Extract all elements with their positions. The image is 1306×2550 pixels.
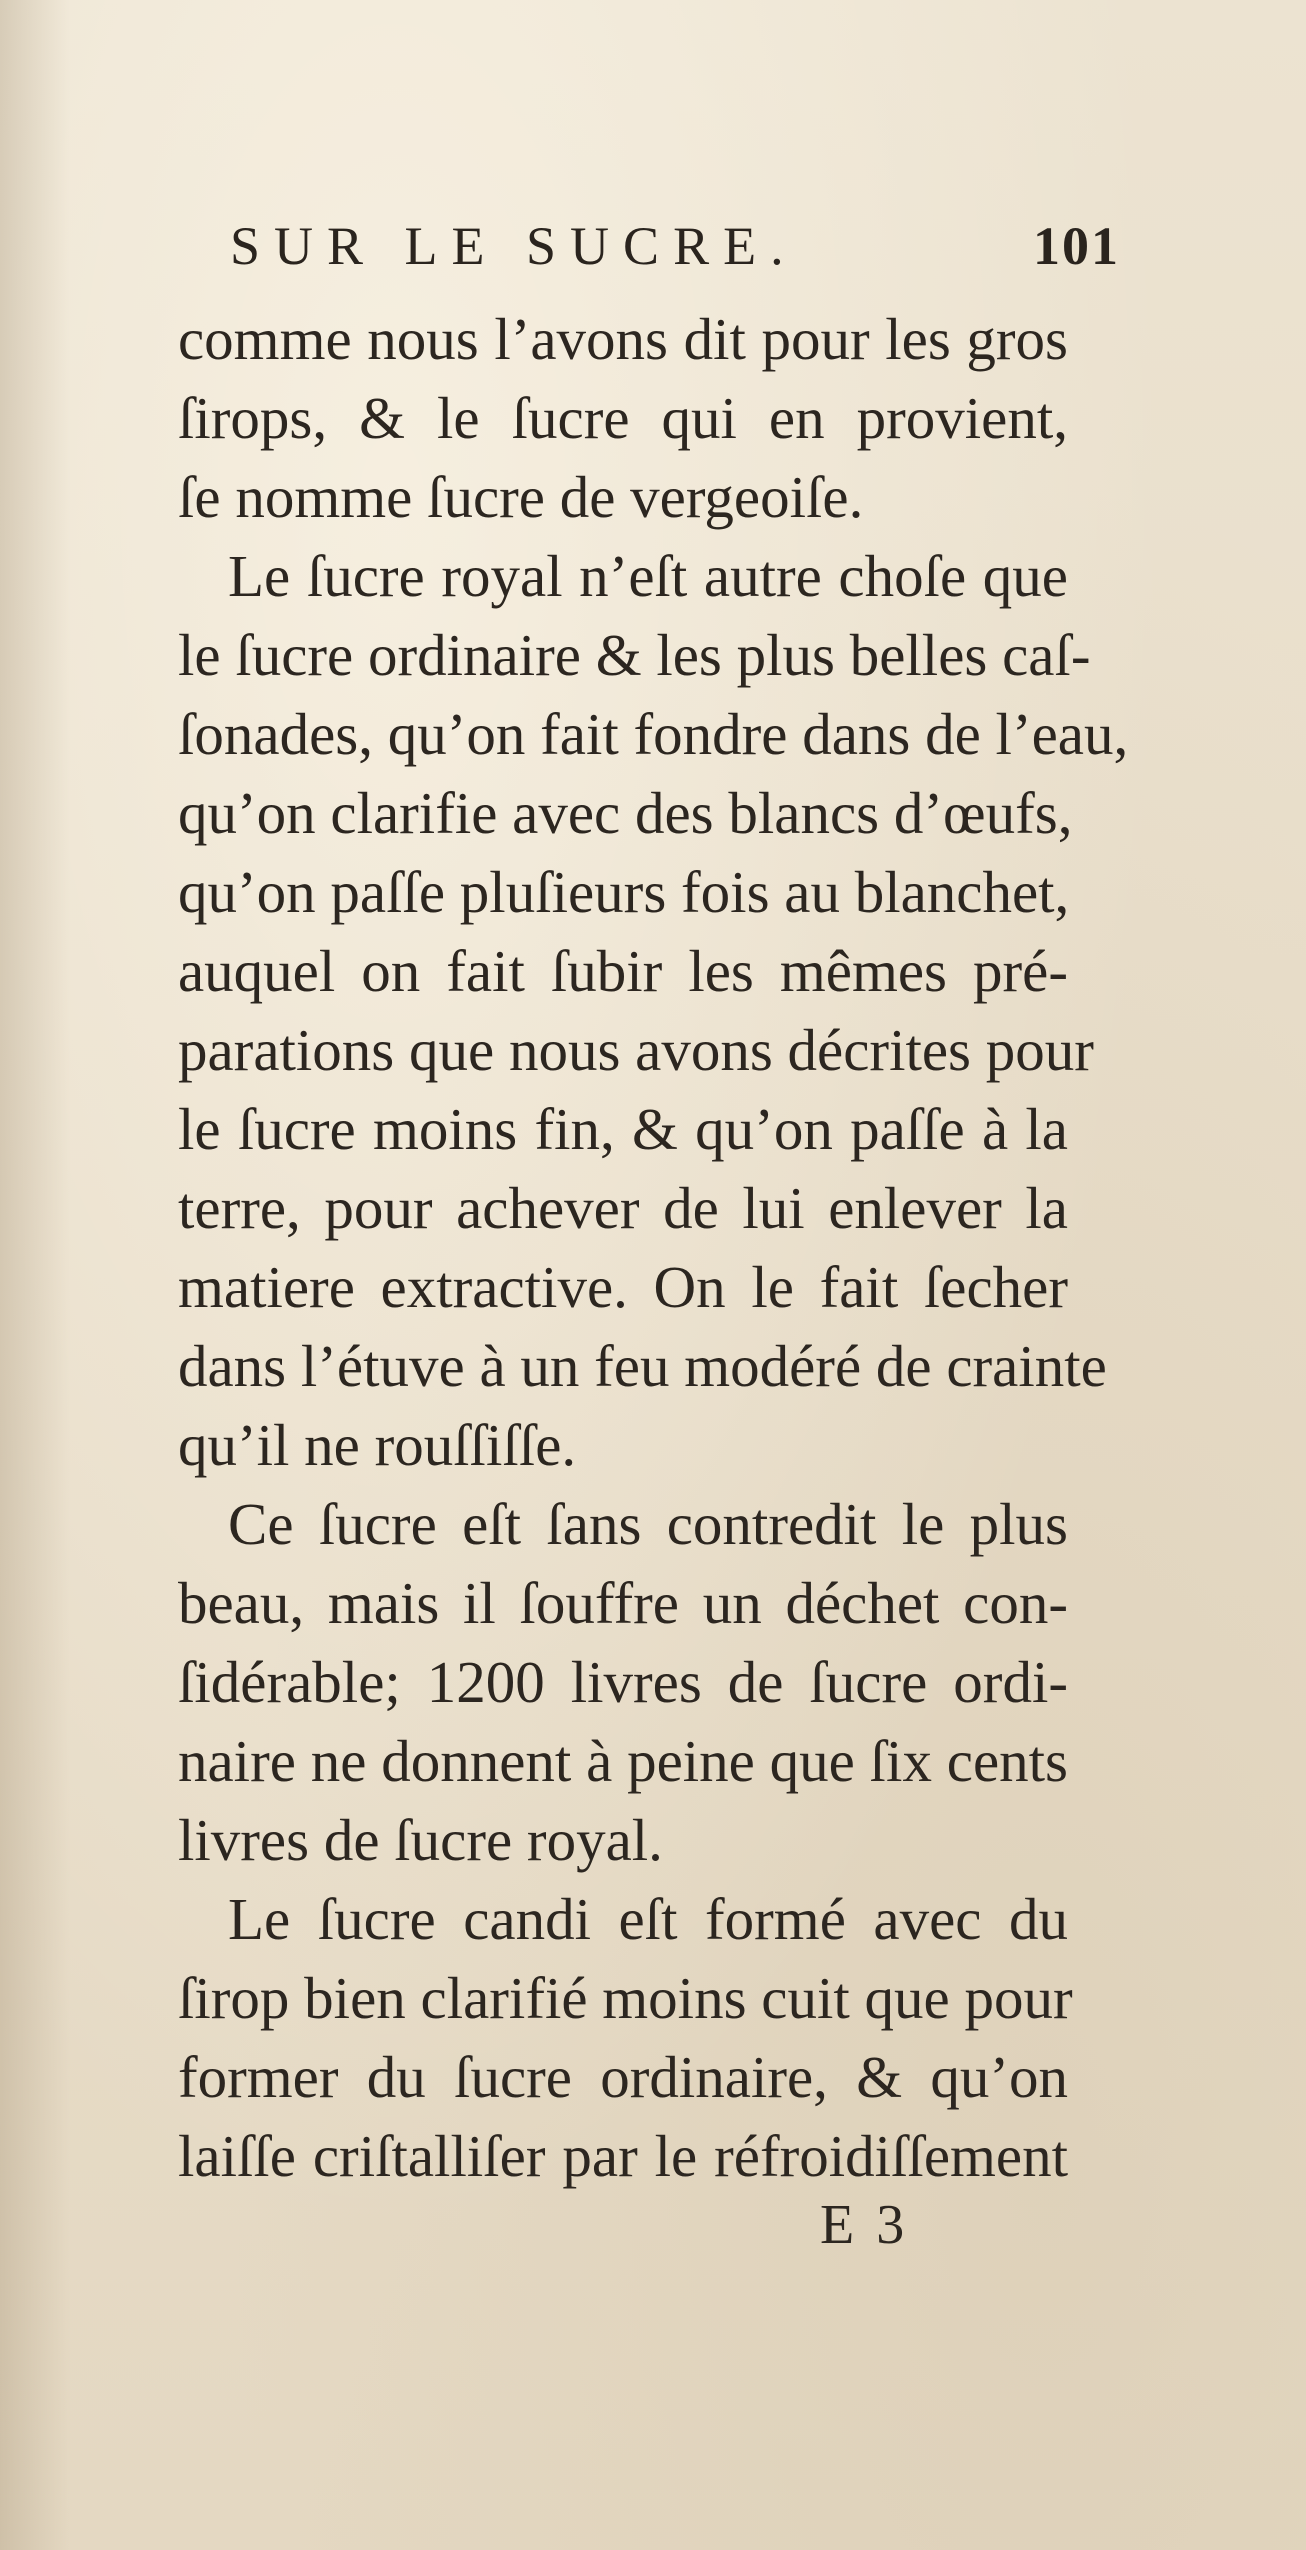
text-line: qu’on clarifie avec des blancs d’œufs, <box>178 780 1073 846</box>
signature-mark: E 3 <box>820 2194 909 2256</box>
text-line: livres de ſucre royal. <box>178 1807 663 1873</box>
text-line: ſonades, qu’on fait fondre dans de l’eau, <box>178 701 1129 767</box>
text-line: ſirops, & le ſucre qui en provient, <box>178 385 1068 451</box>
text-line: qu’il ne rouſſiſſe. <box>178 1412 577 1478</box>
text-line: beau, mais il ſouffre un déchet con- <box>178 1570 1068 1636</box>
text-line: Le ſucre candi eſt formé avec du <box>228 1886 1068 1952</box>
running-title: SUR LE SUCRE. <box>230 216 798 276</box>
text-line: naire ne donnent à peine que ſix cents <box>178 1728 1068 1794</box>
running-head <box>230 208 1120 278</box>
text-line: qu’on paſſe pluſieurs fois au blanchet, <box>178 859 1070 925</box>
text-line: Le ſucre royal n’eſt autre choſe que <box>228 543 1068 609</box>
text-line: le ſucre ordinaire & les plus belles caſ- <box>178 622 1091 688</box>
text-line: parations que nous avons décrites pour <box>178 1017 1094 1083</box>
text-line: matiere extractive. On le fait ſecher <box>178 1254 1068 1320</box>
text-line: ſirop bien clarifié moins cuit que pour <box>178 1965 1073 2031</box>
text-line: terre, pour achever de lui enlever la <box>178 1175 1068 1241</box>
body-text <box>178 300 1129 2196</box>
text-line: le ſucre moins fin, & qu’on paſſe à la <box>178 1096 1068 1162</box>
text-line: auquel on fait ſubir les mêmes pré- <box>178 938 1068 1004</box>
text-line: laiſſe criſtalliſer par le réfroidiſſement <box>178 2123 1068 2189</box>
text-line: comme nous l’avons dit pour les gros <box>178 306 1068 372</box>
text-line: ſidérable; 1200 livres de ſucre ordi- <box>178 1649 1068 1715</box>
text-line: Ce ſucre eſt ſans contredit le plus <box>228 1491 1068 1557</box>
text-line: ſe nomme ſucre de vergeoiſe. <box>178 464 864 530</box>
text-line: dans l’étuve à un feu modéré de crainte <box>178 1333 1107 1399</box>
page-number: 101 <box>1033 216 1120 276</box>
text-line: former du ſucre ordinaire, & qu’on <box>178 2044 1068 2110</box>
page-fold-shadow <box>0 0 70 2550</box>
